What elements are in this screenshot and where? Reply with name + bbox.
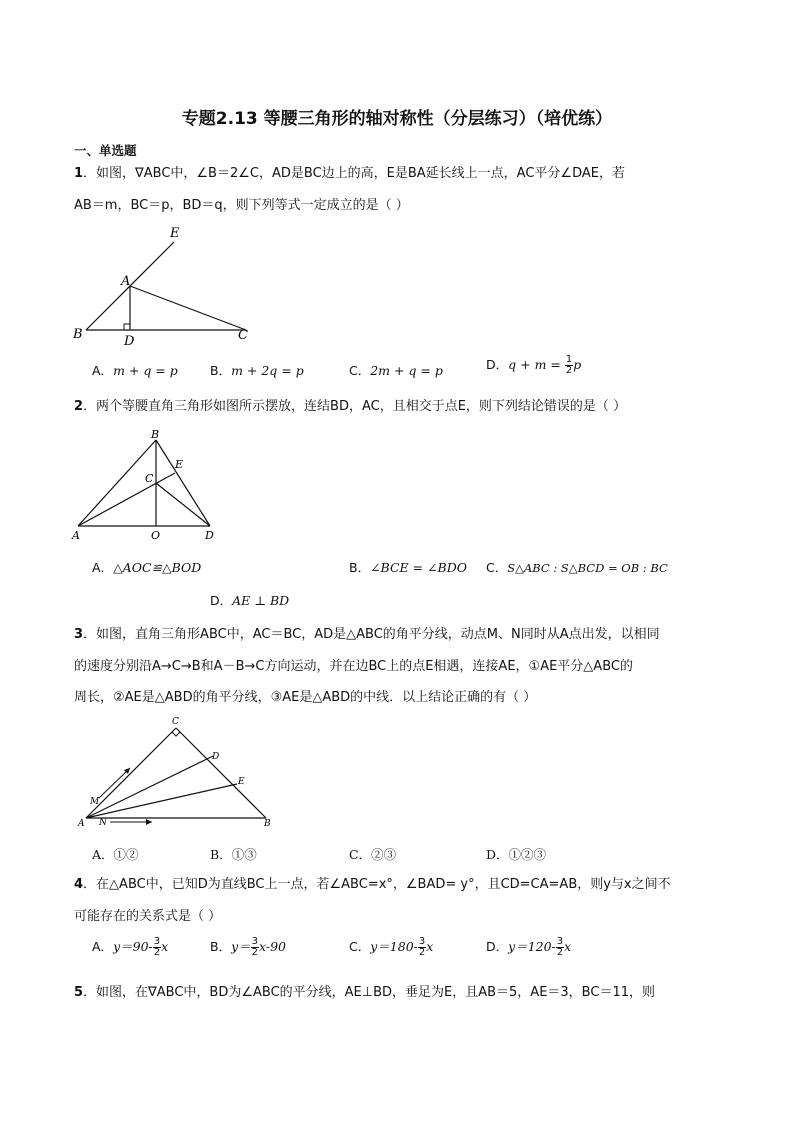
q3-option-d[interactable] (486, 845, 546, 863)
option-letter: B． (210, 847, 232, 862)
question-1-figure (70, 222, 270, 352)
right-angle-mark (124, 324, 130, 330)
label-o: O (151, 529, 161, 542)
option-text: m + 2q = p (231, 363, 304, 378)
label-e: E (238, 777, 245, 787)
q2-option-c[interactable] (486, 558, 668, 576)
question-3-line-3: 周长，②AE是△ABD的角平分线，③AE是△ABD的中线．以上结论正确的有（ ） (74, 690, 537, 705)
arrow-n-head (146, 819, 152, 825)
line-a-c (130, 286, 246, 330)
question-4-line-2: 可能存在的关系式是（ ） (74, 909, 222, 924)
option-text: y＝90- (113, 939, 153, 954)
option-text: AE ⊥ BD (232, 593, 290, 608)
question-3-line-1 (74, 626, 660, 644)
fraction: $\frac{3}{2}$ (418, 936, 426, 958)
label-c: C (238, 328, 248, 343)
option-text: m + q = p (113, 363, 178, 378)
line-b-d (156, 440, 210, 526)
option-letter: A． (92, 847, 114, 862)
label-b: B (151, 428, 160, 441)
fraction: $\frac{3}{2}$ (556, 936, 564, 958)
line-c-d (156, 483, 210, 526)
label-m: M (90, 797, 100, 807)
option-text: △AOC≌△BOD (113, 560, 202, 575)
option-letter: A． (92, 363, 114, 378)
q1-option-b[interactable] (210, 361, 304, 379)
option-text: q + m = (508, 357, 561, 372)
fraction: $\frac{1}{2}$ (565, 354, 573, 376)
option-text: y＝ (231, 939, 251, 954)
label-e: E (170, 226, 180, 241)
label-b: B (73, 327, 83, 342)
question-1-number: 1 (74, 166, 84, 181)
option-letter: D． (210, 593, 233, 608)
option-text-tail: x (564, 939, 572, 954)
q4-option-b[interactable] (210, 937, 286, 958)
option-text: ∠BCE = ∠BDO (370, 560, 468, 575)
option-letter: D． (486, 939, 509, 954)
label-b: B (264, 819, 271, 829)
question-1-line-1 (74, 165, 625, 183)
option-text: y＝120- (508, 939, 556, 954)
question-1-line-2: AB＝m，BC＝p，BD＝q，则下列等式一定成立的是（ ） (74, 198, 409, 213)
question-1-text: ．如图，∇ABC中，∠B＝2∠C，AD是BC边上的高，E是BA延长线上一点，AC平分∠DAE，若 (83, 166, 625, 181)
option-letter: C． (349, 363, 371, 378)
option-text-tail: p (573, 357, 582, 372)
right-angle-mark (172, 732, 180, 736)
label-a: A (72, 529, 80, 542)
option-letter: A． (92, 939, 114, 954)
question-2-line-1 (74, 398, 626, 416)
q2-option-d[interactable] (210, 591, 289, 609)
option-letter: A． (92, 560, 114, 575)
question-2-number: 2 (74, 399, 84, 414)
q2-option-a[interactable] (92, 558, 201, 576)
label-d: D (212, 752, 220, 762)
question-2-text: ．两个等腰直角三角形如图所示摆放，连结BD，AC，且相交于点E，则下列结论错误的是（ ） (83, 399, 627, 414)
label-a: A (121, 274, 131, 289)
option-text: 2m + q = p (370, 363, 443, 378)
question-4-number: 4 (74, 877, 84, 892)
option-text: ①③ (231, 847, 257, 862)
arrow-m (99, 768, 130, 798)
page-title: 专题2.13 等腰三角形的轴对称性（分层练习）（培优练） (181, 109, 613, 129)
question-5-text: ．如图，在∇ABC中，BD为∠ABC的平分线，AE⊥BD，垂足为E，且AB＝5，AE＝3，BC＝11，则 (83, 985, 655, 1000)
option-text: y＝180- (370, 939, 418, 954)
option-letter: C． (349, 847, 372, 862)
question-3-line-2: 的速度分别沿A→C→B和A－B→C方向运动，并在边BC上的点E相遇，连接AE，①AE平分△ABC的 (74, 659, 633, 674)
q3-option-a[interactable] (92, 845, 139, 863)
section-heading: 一、单选题 (74, 143, 137, 158)
option-letter: D． (486, 847, 509, 862)
option-text-tail: x-90 (259, 939, 286, 954)
q4-option-a[interactable] (92, 937, 168, 958)
label-c: C (145, 472, 154, 485)
option-letter: C． (349, 939, 371, 954)
option-letter: B． (210, 939, 232, 954)
q4-option-c[interactable] (349, 937, 433, 958)
option-letter: B． (210, 363, 232, 378)
option-text: ①②③ (508, 847, 547, 862)
option-text-tail: x (426, 939, 434, 954)
q4-option-d[interactable] (486, 937, 571, 958)
question-2-figure (70, 428, 230, 543)
option-letter: D． (486, 357, 509, 372)
q1-option-a[interactable] (92, 361, 178, 379)
q1-option-d[interactable] (486, 355, 581, 376)
q1-option-c[interactable] (349, 361, 443, 379)
line-c-b (176, 728, 266, 818)
option-text: ②③ (371, 847, 397, 862)
question-3-text: ．如图，直角三角形ABC中，AC＝BC，AD是△ABC的角平分线，动点M、N同时从A点出发，以相同 (83, 627, 660, 642)
fraction: $\frac{3}{2}$ (153, 936, 161, 958)
question-3-figure (74, 712, 274, 832)
q2-option-b[interactable] (349, 558, 467, 576)
label-a: A (78, 819, 85, 829)
option-text-tail: x (161, 939, 169, 954)
q3-option-c[interactable] (349, 845, 396, 863)
line-a-d (86, 756, 213, 818)
label-d: D (205, 529, 214, 542)
label-n: N (99, 818, 107, 828)
label-c: C (172, 717, 179, 727)
line-a-e (78, 473, 175, 526)
option-letter: B． (349, 560, 371, 575)
question-3-number: 3 (74, 627, 84, 642)
question-5-line-1 (74, 984, 655, 1002)
label-e: E (175, 458, 184, 471)
question-4-text: ．在△ABC中，已知D为直线BC上一点，若∠ABC=x°，∠BAD= y°，且CD=CA=AB，则y与x之间不 (83, 877, 671, 892)
q3-option-b[interactable] (210, 845, 257, 863)
option-letter: C． (486, 560, 508, 575)
option-text: ①② (113, 847, 139, 862)
line-a-c (86, 728, 176, 818)
question-4-line-1 (74, 876, 671, 894)
option-text: S△ABC : S△BCD = OB : BC (507, 561, 668, 575)
label-d: D (124, 334, 135, 349)
question-5-number: 5 (74, 985, 84, 1000)
fraction: $\frac{3}{2}$ (251, 936, 259, 958)
